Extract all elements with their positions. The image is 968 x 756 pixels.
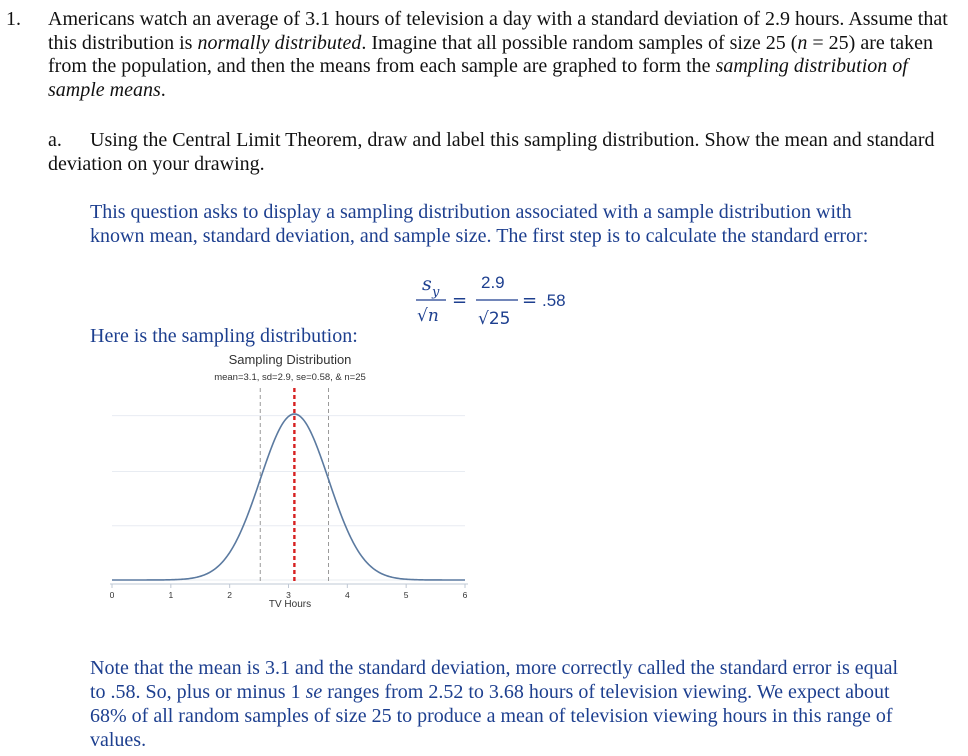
formula-result: .58 bbox=[542, 291, 566, 310]
answer-intro: This question asks to display a sampling distribution associated with a sample distribution with known mean, standard deviation, and sample size. The first step is to calculate the standard error: bbox=[90, 201, 869, 247]
normal-curve bbox=[112, 414, 465, 580]
note-seg-1: Note that the mean is 3.1 and the standard deviation, more correctly called the standard error is equal to .58. So, plus or minus 1 bbox=[90, 657, 899, 703]
standard-error-formula bbox=[412, 268, 612, 328]
x-axis-ticks bbox=[110, 584, 468, 600]
formula-s: s bbox=[422, 273, 432, 295]
x-tick-label-4: 4 bbox=[344, 590, 350, 600]
formula-sqrt-25: √25 bbox=[478, 309, 511, 328]
question-em-sampling-distribution: sampling distribution of sample means bbox=[48, 55, 908, 101]
question-text bbox=[48, 8, 953, 102]
x-tick-label-5: 5 bbox=[403, 590, 409, 600]
formula-s-subscript: y bbox=[432, 285, 440, 300]
question-seg-4: . bbox=[160, 78, 166, 101]
sampling-distribution-chart bbox=[90, 348, 490, 618]
formula-2-9: 2.9 bbox=[481, 273, 505, 292]
chart-xlabel: TV Hours bbox=[268, 599, 312, 610]
note-em-se: se bbox=[305, 681, 323, 703]
chart-grid bbox=[112, 416, 465, 580]
note-seg-2: ranges from 2.52 to 3.68 hours of television viewing. We expect about 68% of all random samples of size 25 to produce a mean of television viewing hours in this range of values. bbox=[90, 681, 893, 751]
chart-vertical-lines bbox=[260, 388, 328, 584]
question-seg-3: = 25) are taken from the population, and then the means from each sample are graphed to form the bbox=[48, 31, 934, 77]
x-tick-label-6: 6 bbox=[462, 590, 468, 600]
note-paragraph bbox=[90, 656, 900, 752]
formula-sqrt-n: √n bbox=[417, 306, 439, 326]
question-seg-2: . Imagine that all possible random samples of size 25 ( bbox=[361, 31, 798, 54]
chart-title: Sampling Distribution bbox=[228, 352, 352, 367]
x-tick-label-2: 2 bbox=[227, 590, 233, 600]
x-tick-label-0: 0 bbox=[109, 590, 115, 600]
part-a bbox=[48, 129, 953, 176]
sampling-distribution-heading: Here is the sampling distribution: bbox=[90, 325, 358, 347]
x-tick-label-1: 1 bbox=[168, 590, 174, 600]
x-tick-label-3: 3 bbox=[286, 590, 291, 600]
part-a-text: Using the Central Limit Theorem, draw and label this sampling distribution. Show the mean and standard deviation on your drawing. bbox=[48, 129, 935, 175]
question-em-n: n bbox=[797, 31, 808, 54]
question-number: 1. bbox=[6, 8, 21, 30]
question-seg-1: Americans watch an average of 3.1 hours of television a day with a standard deviation of 2.9 hours. Assume that this distribution is bbox=[48, 8, 948, 54]
part-a-label: a. bbox=[48, 129, 62, 151]
formula-equals-2: = bbox=[522, 290, 538, 311]
formula-equals-1: = bbox=[452, 290, 468, 311]
question-em-normally-distributed: normally distributed bbox=[197, 31, 362, 54]
chart-subtitle: mean=3.1, sd=2.9, se=0.58, & n=25 bbox=[214, 372, 366, 383]
